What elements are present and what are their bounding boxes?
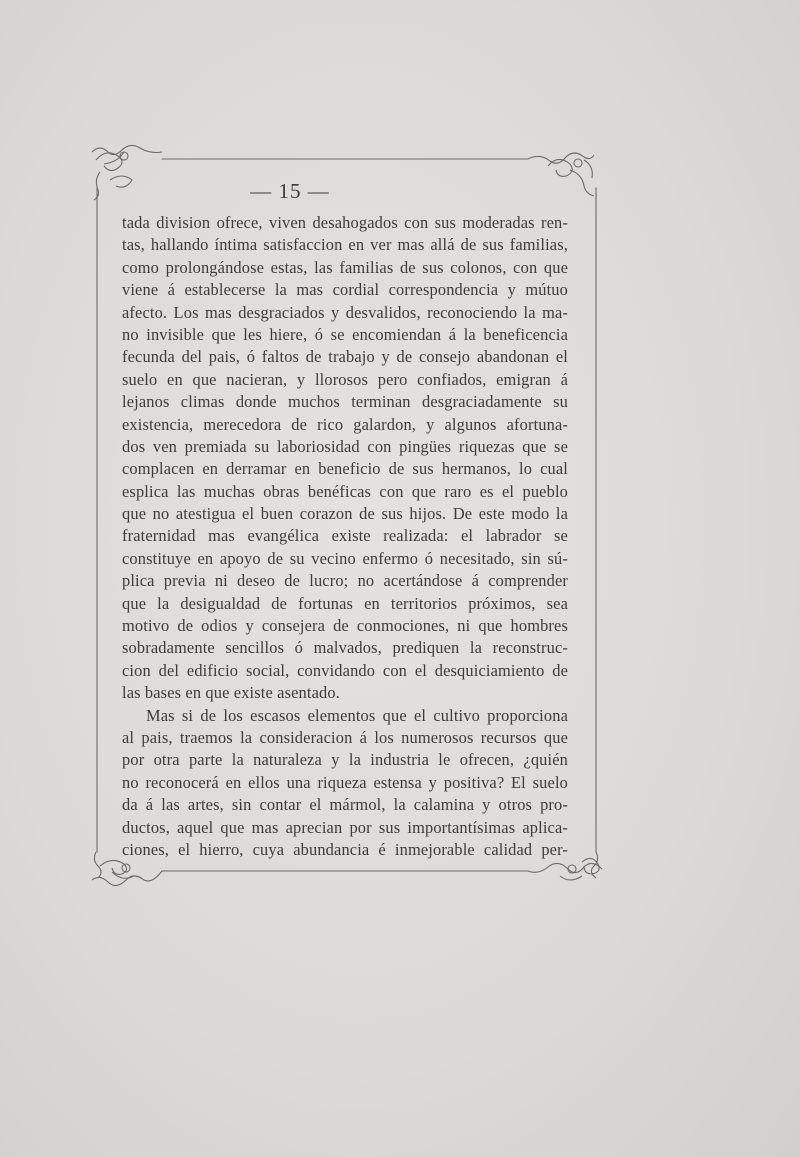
text-line: por otra parte la naturaleza y la industria le ofrecen, ¿quién xyxy=(122,750,568,770)
text-line: complacen en derramar en beneficio de sus hermanos, lo cual xyxy=(122,459,568,479)
text-line: no invisible que les hiere, ó se encomiendan á la beneficencia xyxy=(122,324,568,344)
corner-flourish-top-left xyxy=(92,145,162,200)
text-line: no reconocerá en ellos una riqueza estensa y positiva? El suelo xyxy=(122,772,568,792)
text-line: tada division ofrece, viven desahogados con sus moderadas ren- xyxy=(122,213,568,232)
text-line: tas, hallando íntima satisfaccion en ver mas allá de sus familias, xyxy=(122,235,568,255)
text-line: plica previa ni deseo de lucro; no acertándose á comprender xyxy=(122,571,568,591)
body-text xyxy=(122,212,568,861)
text-line: existencia, merecedora de rico galardon, y algunos afortuna- xyxy=(122,414,568,434)
text-line: como prolongándose estas, las familias de sus colonos, con que xyxy=(122,257,568,277)
text-line: ductos, aquel que mas aprecian por sus importantísimas aplica- xyxy=(122,817,568,837)
paragraph-end-line: las bases en que existe asentado. xyxy=(122,683,340,703)
text-line: fecunda del pais, ó faltos de trabajo y de consejo abandonan el xyxy=(122,347,568,367)
text-line: motivo de odios y consejera de conmociones, ni que hombres xyxy=(122,616,568,636)
text-line: dos ven premiada su laboriosidad con pingües riquezas que se xyxy=(122,436,568,456)
text-line: al pais, traemos la consideracion á los numerosos recursos que xyxy=(122,727,568,747)
text-line: da á las artes, sin contar el mármol, la calamina y otros pro- xyxy=(122,795,568,815)
text-line: que no atestigua el buen corazon de sus hijos. De este modo la xyxy=(122,504,568,524)
text-line: cion del edificio social, convidando con el desquiciamiento de xyxy=(122,660,568,680)
text-line: fraternidad mas evangélica existe realizada: el labrador se xyxy=(122,526,568,546)
text-line: sobradamente sencillos ó malvados, prediquen la reconstruc- xyxy=(122,638,568,658)
paragraph-start-line: Mas si de los escasos elementos que el cultivo proporciona xyxy=(146,705,568,725)
text-line: suelo en que nacieran, y llorosos pero confiados, emigran á xyxy=(122,369,568,389)
corner-flourish-top-right xyxy=(528,153,594,196)
text-line: viene á establecerse la mas cordial correspondencia y mútuo xyxy=(122,280,568,300)
text-line: ciones, el hierro, cuya abundancia é inmejorable calidad per- xyxy=(122,839,568,859)
page-number: — 15 — xyxy=(250,179,330,203)
text-line: esplica las muchas obras benéficas con que raro es el pueblo xyxy=(122,481,568,501)
text-line: lejanos climas donde muchos terminan desgraciadamente su xyxy=(122,392,568,412)
text-line: que la desigualdad de fortunas en territorios próximos, sea xyxy=(122,593,568,613)
text-line: afecto. Los mas desgraciados y desvalidos, reconociendo la ma- xyxy=(122,302,568,322)
text-line: constituye en apoyo de su vecino enfermo ó necesitado, sin sú- xyxy=(122,548,568,568)
